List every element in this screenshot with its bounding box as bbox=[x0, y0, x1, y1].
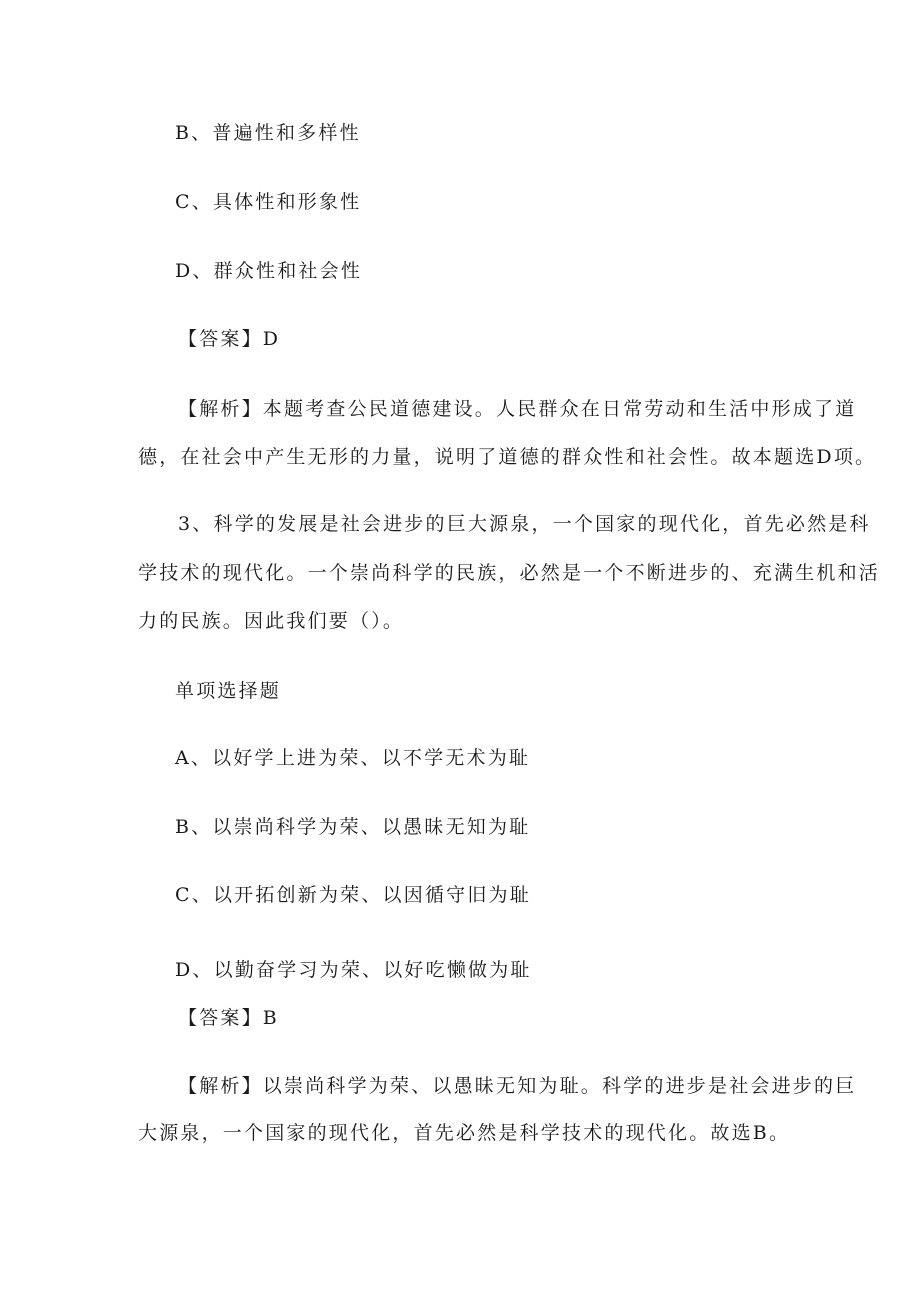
q3-question-line-3: 力的民族。因此我们要（）。 bbox=[138, 610, 405, 632]
q2-explanation-line-1: 【解析】本题考查公民道德建设。人民群众在日常劳动和生活中形成了道 bbox=[178, 398, 857, 420]
q3-answer: 【答案】B bbox=[178, 1007, 279, 1029]
q3-type-label: 单项选择题 bbox=[175, 680, 282, 702]
q2-option-b: B、普遍性和多样性 bbox=[175, 122, 361, 144]
q3-option-c: C、以开拓创新为荣、以因循守旧为耻 bbox=[175, 884, 531, 906]
q2-option-d: D、群众性和社会性 bbox=[175, 260, 363, 282]
q3-option-d: D、以勤奋学习为荣、以好吃懒做为耻 bbox=[175, 959, 532, 981]
q2-answer: 【答案】D bbox=[178, 328, 281, 350]
q2-option-c: C、具体性和形象性 bbox=[175, 191, 362, 213]
q2-explanation-line-2: 德，在社会中产生无形的力量，说明了道德的群众性和社会性。故本题选D项。 bbox=[138, 446, 877, 468]
q3-question-line-2: 学技术的现代化。一个崇尚科学的民族，必然是一个不断进步的、充满生机和活 bbox=[138, 562, 881, 584]
q3-explanation-line-2: 大源泉，一个国家的现代化，首先必然是科学技术的现代化。故选B。 bbox=[138, 1122, 791, 1144]
q3-option-b: B、以崇尚科学为荣、以愚昧无知为耻 bbox=[175, 816, 531, 838]
q3-explanation-line-1: 【解析】以崇尚科学为荣、以愚昧无知为耻。科学的进步是社会进步的巨 bbox=[178, 1075, 857, 1097]
q3-option-a: A、以好学上进为荣、以不学无术为耻 bbox=[175, 747, 531, 769]
q3-question-line-1: 3、科学的发展是社会进步的巨大源泉，一个国家的现代化，首先必然是科 bbox=[178, 513, 871, 535]
